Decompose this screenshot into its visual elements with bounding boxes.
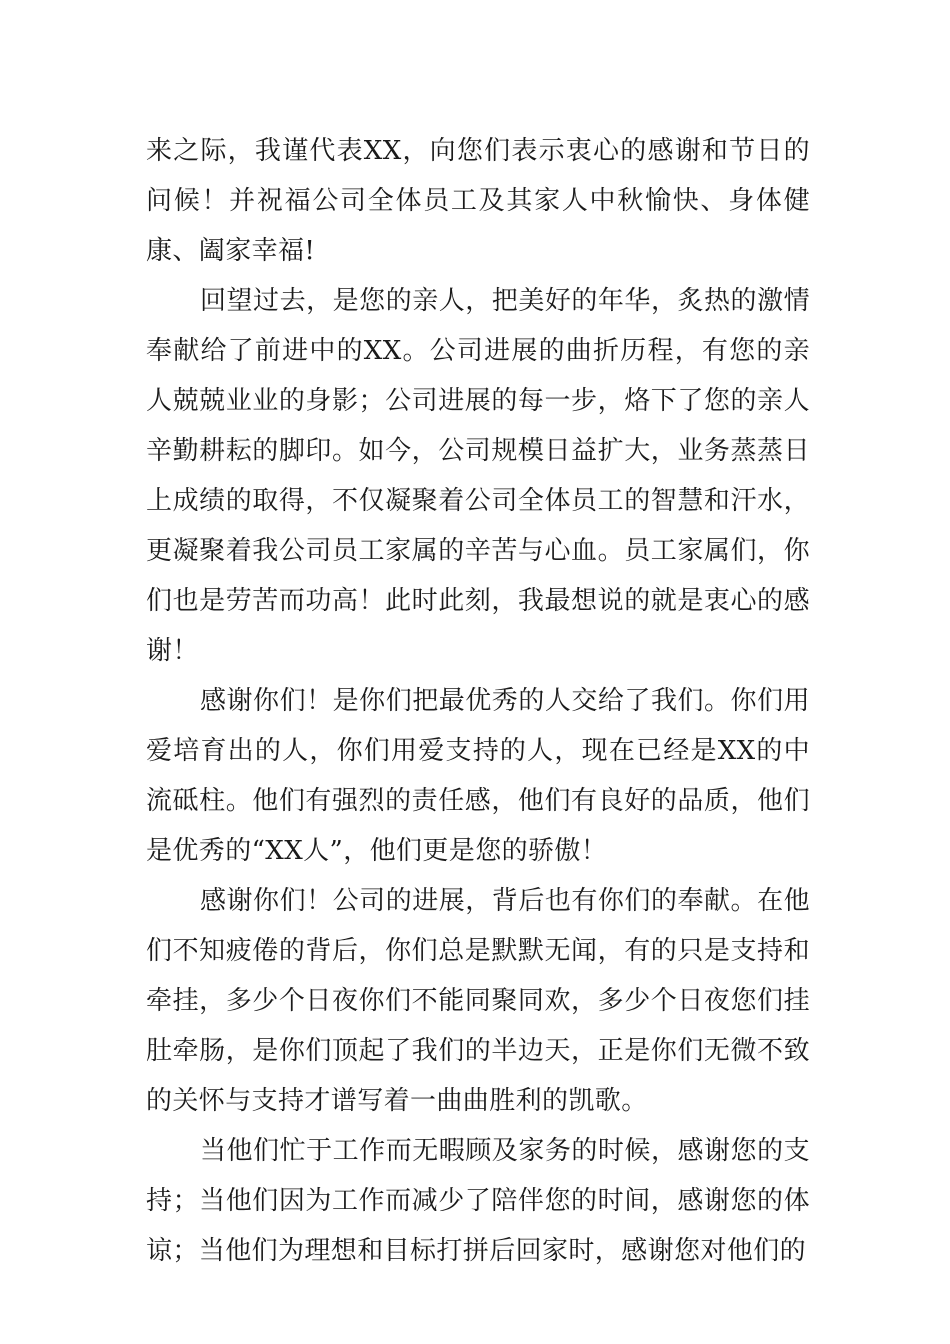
paragraph-4: 感谢你们！公司的进展，背后也有你们的奉献。在他们不知疲倦的背后，你们总是默默无闻，有的只是支持和牵挂，多少个日夜你们不能同聚同欢，多少个日夜您们挂肚牵肠，是你们顶起了我们的半边天，正是你们无微不致的关怀与支持才谱写着一曲曲胜利的凯歌。 bbox=[146, 886, 810, 1116]
paragraph-5: 当他们忙于工作而无暇顾及家务的时候，感谢您的支持；当他们因为工作而减少了陪伴您的时间，感谢您的体谅；当他们为理想和目标打拼后回家时，感谢您对他们的 bbox=[146, 1136, 810, 1266]
document-body bbox=[146, 126, 810, 1276]
paragraph-3: 感谢你们！是你们把最优秀的人交给了我们。你们用爱培育出的人，你们用爱支持的人，现在已经是XX的中流砥柱。他们有强烈的责任感，他们有良好的品质，他们是优秀的“XX人”，他们更是您的骄傲！ bbox=[146, 686, 810, 866]
paragraph-1: 来之际，我谨代表XX，向您们表示衷心的感谢和节日的问候！并祝福公司全体员工及其家人中秋愉快、身体健康、阖家幸福! bbox=[146, 136, 810, 266]
paragraph-2: 回望过去，是您的亲人，把美好的年华，炙热的激情奉献给了前进中的XX。公司进展的曲折历程，有您的亲人兢兢业业的身影；公司进展的每一步，烙下了您的亲人辛勤耕耘的脚印。如今，公司规模日益扩大，业务蒸蒸日上成绩的取得，不仅凝聚着公司全体员工的智慧和汗水，更凝聚着我公司员工家属的辛苦与心血。员工家属们，你们也是劳苦而功高！此时此刻，我最想说的就是衷心的感谢！ bbox=[146, 286, 810, 666]
